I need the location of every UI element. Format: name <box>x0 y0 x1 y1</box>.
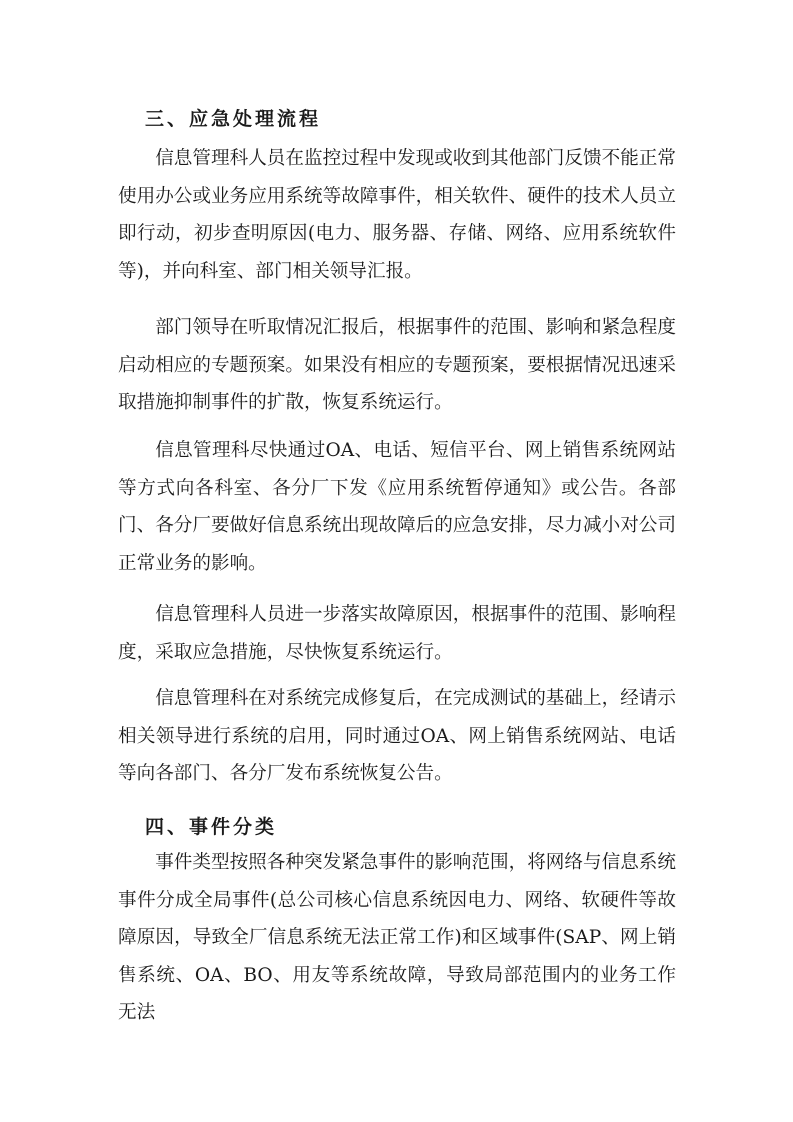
paragraph: 信息管理科在对系统完成修复后，在完成测试的基础上，经请示相关领导进行系统的启用，同时通过OA、网上销售系统网站、电话等向各部门、各分厂发布系统恢复公告。 <box>118 688 676 784</box>
paragraph: 信息管理科人员在监控过程中发现或收到其他部门反馈不能正常使用办公或业务应用系统等故障事件，相关软件、硬件的技术人员立即行动，初步查明原因(电力、服务器、存储、网络、应用系统软件等)，并向科室、部门相关领导汇报。 <box>118 148 676 282</box>
section-heading-emergency-process: 三、应急处理流程 <box>145 108 322 130</box>
paragraph: 事件类型按照各种突发紧急事件的影响范围，将网络与信息系统事件分成全局事件(总公司核心信息系统因电力、网络、软硬件等故障原因，导致全厂信息系统无法正常工作)和区域事件(SAP、网上销售系统、OA、BO、用友等系统故障，导致局部范围内的业务工作无法 <box>118 852 676 1023</box>
paragraph: 信息管理科人员进一步落实故障原因，根据事件的范围、影响程度，采取应急措施，尽快恢复系统运行。 <box>118 604 676 663</box>
paragraph: 部门领导在听取情况汇报后，根据事件的范围、影响和紧急程度启动相应的专题预案。如果没有相应的专题预案，要根据情况迅速采取措施抑制事件的扩散，恢复系统运行。 <box>118 317 676 413</box>
paragraph: 信息管理科尽快通过OA、电话、短信平台、网上销售系统网站等方式向各科室、各分厂下发《应用系统暂停通知》或公告。各部门、各分厂要做好信息系统出现故障后的应急安排，尽力减小对公司正常业务的影响。 <box>118 440 676 574</box>
section-heading-event-classification: 四、事件分类 <box>145 816 278 838</box>
